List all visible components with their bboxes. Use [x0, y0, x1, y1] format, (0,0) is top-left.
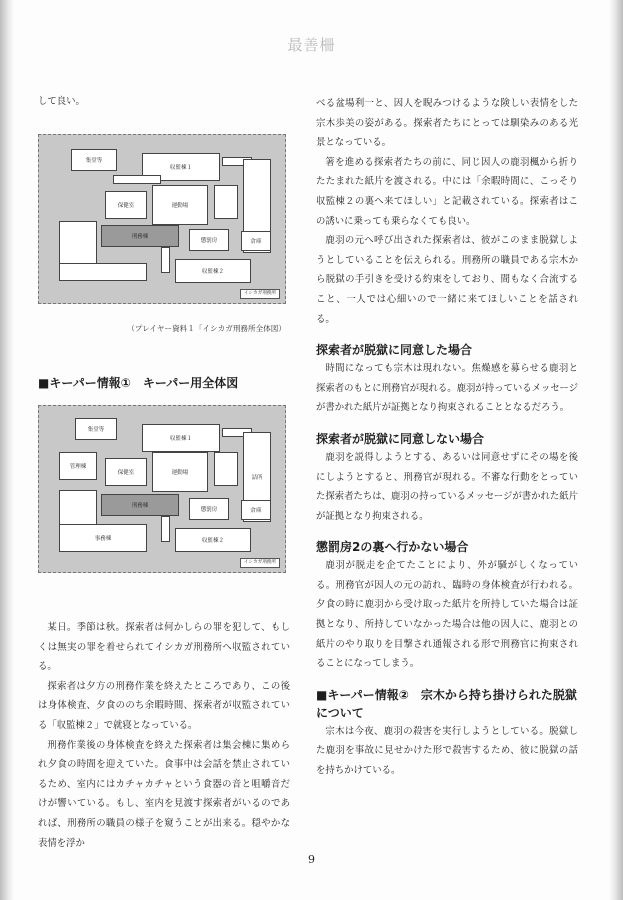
map-room: 収監棟２ — [175, 259, 251, 283]
map-corridor — [113, 175, 161, 184]
map-room: 収監棟２ — [175, 528, 251, 552]
prison-map-keeper — [38, 405, 286, 573]
section-heading: ■キーパー情報① キーパー用全体図 — [38, 376, 239, 390]
map-room: 詰所 — [243, 432, 271, 522]
right-body — [316, 94, 578, 781]
map-room: 集堂等 — [71, 149, 117, 171]
paragraph: 時間になっても宗木は現れない。焦燥感を募らせる鹿羽と探索者のもとに刑務官が現れる。鹿羽が持っているメッセージが書かれた紙片が証拠となり拘束されることとなるだろう。 — [316, 363, 578, 414]
map-label: イシカガ刑務所 — [240, 289, 280, 299]
paragraph: 鹿羽が脱走を企てたことにより、外が騒がしくなっている。刑務官が因人の元の訪れ、臨時の身体検査が行われる。夕食の時に鹿羽から受け取った紙片を所持していた場合は証拠となり、所持していなかった場合は他の因人に、鹿羽との紙片のやり取りを目撃され通報される形で刑務官に拘束されることになってしまう。 — [316, 560, 578, 670]
map-room: 保健室 — [105, 458, 147, 486]
paragraph: して良い。 — [38, 96, 85, 107]
map-corridor — [161, 516, 170, 542]
map-corridor — [161, 247, 170, 273]
left-body — [38, 618, 290, 853]
map-room: 運動場 — [152, 185, 208, 225]
paragraph: 探索者は夕方の刑務作業を終えたところであり、この後は身体検査、夕食ののち余暇時間、探索者が収監されている「収監棟２」で就寝となっている。 — [38, 680, 290, 731]
map-room: 倉庫 — [241, 500, 271, 520]
map-room: 懲罰房 — [189, 498, 229, 520]
map-label: イシカガ刑務所 — [240, 558, 280, 568]
paragraph: 宗木は今夜、鹿羽の殺害を実行しようとしている。脱獄した鹿羽を事故に見せかけた形で殺害するため、彼に脱獄の話を持ちかけている。 — [316, 725, 578, 777]
section-heading: 探索者が脱獄に同意しない場合 — [316, 431, 485, 446]
map-room: 保健室 — [105, 191, 147, 219]
paragraph: べる盆場利一と、因人を睨みつけるような険しい表情をした宗木歩美の姿がある。探索者たちにとっては馴染みのある光景となっている。 — [316, 98, 578, 149]
left-heading-block — [38, 374, 290, 392]
map-room: 運動場 — [152, 452, 208, 492]
paragraph: 鹿羽の元へ呼び出された探索者は、彼がこのまま脱獄しようとしていることを伝えられる。刑務所の職員である宗木から脱獄の手引きを受ける約束をしており、間もなく合流すること、一人では心細いので一緒に来てほしいことを話される。 — [316, 235, 578, 325]
map-room: 集堂等 — [75, 418, 117, 440]
page-number: 9 — [308, 853, 315, 866]
page-edge-left — [0, 0, 14, 900]
map-room: 収監棟１ — [142, 424, 220, 452]
figure-caption: （プレイヤー資料１「イシカガ刑務所全体図） — [127, 324, 286, 333]
map-room: 刑務棟 — [101, 225, 179, 247]
left-top-text — [38, 92, 290, 112]
section-heading: 探索者が脱獄に同意した場合 — [316, 343, 473, 358]
page-header: 最善柵 — [287, 36, 336, 54]
map-room: 懲罰房 — [189, 229, 229, 251]
map-room: 刑務棟 — [101, 494, 179, 516]
prison-map-player — [38, 134, 286, 304]
paragraph: 箸を進める探索者たちの前に、同じ因人の鹿羽楓から折りたたまれた紙片を渡される。中には「余暇時間に、こっそり収監棟２の裏へ来てほしい」と記載されている。探索者はこの誘いに乗っても乗らなくても良い。 — [316, 156, 578, 227]
page-edge-right — [609, 0, 623, 900]
map-room — [214, 452, 238, 486]
paragraph: 某日。季節は秋。探索者は何かしらの罪を犯して、もしくは無実の罪を着せられてイシカガ刑務所へ収監されている。 — [38, 622, 290, 673]
section-heading: 懲罰房2の裏へ行かない場合 — [316, 540, 469, 555]
map-room: 倉庫 — [241, 231, 271, 251]
paragraph: 鹿羽を説得しようとする、あるいは同意せずにその場を後にしようとすると、刑務官が現れる。不審な行動をとっていた探索者たちは、鹿羽の持っているメッセージが書かれた紙片が証拠となり拘束される。 — [316, 451, 578, 522]
map-room: 収監棟１ — [142, 153, 220, 181]
map-room: 管理棟 — [59, 452, 97, 480]
paragraph: 刑務作業後の身体検査を終えた探索者は集会棟に集められ夕食の時間を迎えていた。食事中は会話を禁止されているため、室内にはカチャカチャという食器の音と咀嚼音だけが響いている。もし、室内を見渡す探索者がいるのであれば、刑務所の職員の様子を窺うことが出来る。穏やかな表情を浮か — [38, 739, 290, 849]
section-heading: ■キーパー情報② 宗木から持ち掛けられた脱獄について — [316, 687, 577, 720]
map-room: 事務棟 — [59, 524, 147, 552]
map-room — [214, 185, 238, 219]
map-corridor — [59, 263, 147, 281]
